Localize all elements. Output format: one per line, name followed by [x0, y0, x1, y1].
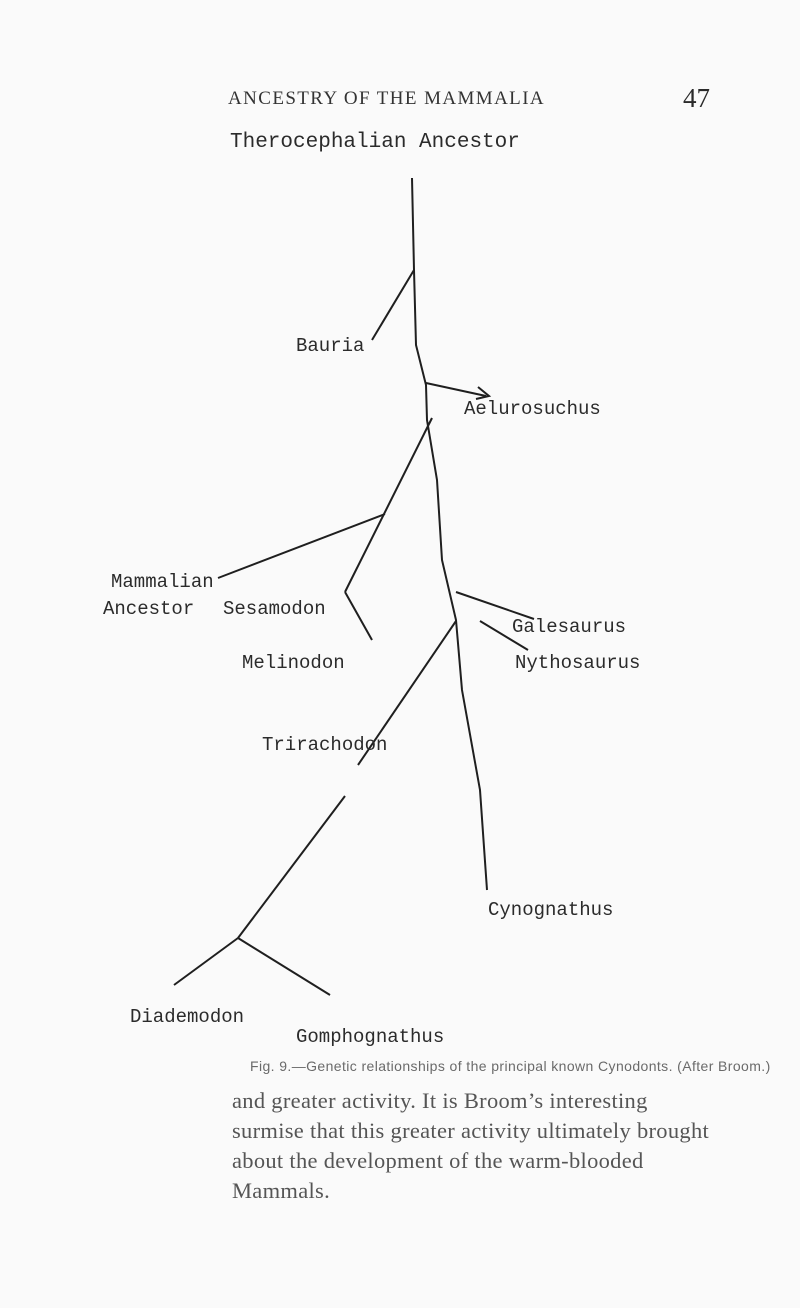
- trunk-line: [412, 178, 487, 890]
- page-number: 47: [683, 83, 710, 113]
- branch-galesaurus: [456, 592, 534, 619]
- figure-caption: Fig. 9.—Genetic relationships of the principal known Cynodonts. (After Broom.): [250, 1058, 771, 1074]
- label-ancestor: Ancestor: [103, 598, 195, 620]
- label-melinodon: Melinodon: [242, 652, 345, 674]
- branch-lower-stem: [238, 796, 345, 938]
- label-cynognathus: Cynognathus: [488, 899, 614, 921]
- body-paragraph: [232, 1086, 717, 1206]
- branch-melinodon: [345, 592, 372, 640]
- branch-mammalian-ancestor: [218, 514, 385, 578]
- branch-sesamodon-stem: [345, 418, 432, 592]
- running-head-title: ANCESTRY OF THE MAMMALIA: [228, 88, 546, 109]
- label-mammalian: Mammalian: [111, 571, 214, 593]
- label-aelurosuchus: Aelurosuchus: [464, 398, 601, 420]
- label-sesamodon: Sesamodon: [223, 598, 326, 620]
- branch-diademodon: [174, 938, 238, 985]
- label-bauria: Bauria: [296, 335, 365, 357]
- label-gomphognathus: Gomphognathus: [296, 1026, 445, 1048]
- label-trirachodon: Trirachodon: [262, 734, 388, 756]
- branch-gomphognathus: [238, 938, 330, 995]
- label-diademodon: Diademodon: [130, 1006, 245, 1028]
- branch-aelurosuchus: [426, 383, 486, 396]
- label-therocephalian-ancestor: Therocephalian Ancestor: [230, 131, 520, 154]
- branch-bauria: [372, 270, 414, 340]
- label-nythosaurus: Nythosaurus: [515, 652, 641, 674]
- label-galesaurus: Galesaurus: [512, 616, 627, 638]
- body-paragraph-text: and greater activity. It is Broom’s interesting surmise that this greater activity ultimately brought about the development of the warm-blooded Mammals.: [232, 1088, 710, 1203]
